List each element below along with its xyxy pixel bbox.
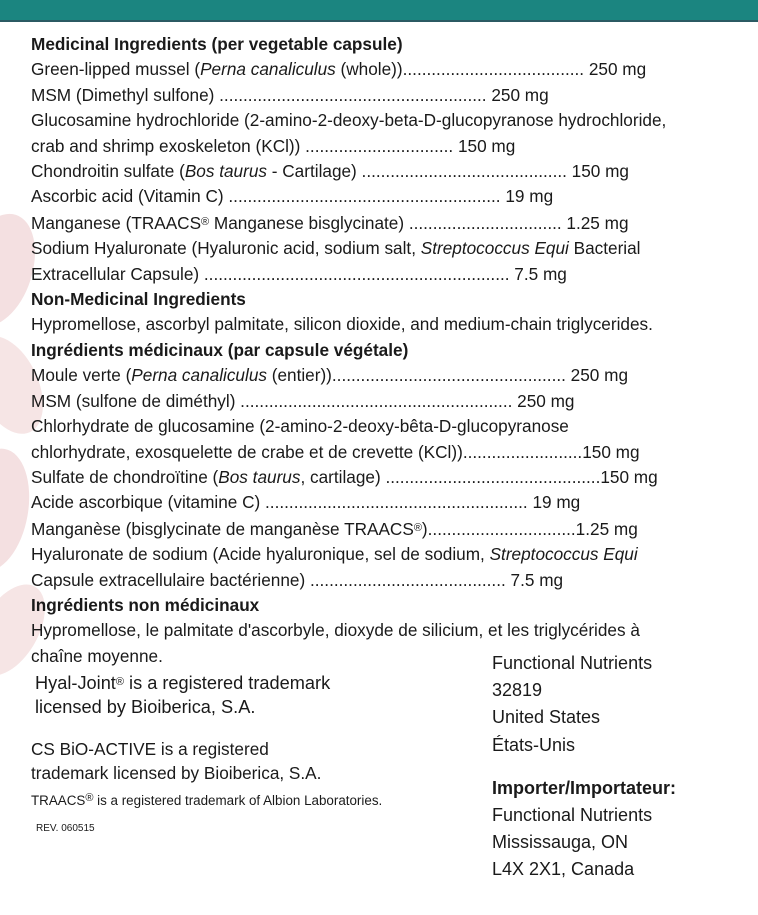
hyal-joint-trademark-notice: Hyal-Joint® is a registered trademark licensed by Bioiberica, S.A. [35,673,331,717]
non-medicinal-ingredients-text-fr: Hypromellose, le palmitate d'ascorbyle, dioxyde de silicium, et les triglycérides à [31,620,640,641]
ingredient-line-fr: Capsule extracellulaire bactérienne) ......................................... 7.5 mg [31,569,564,590]
revision-code: REV. 060515 [36,823,95,834]
importer-city: Mississauga, ON [492,832,629,853]
company-zip: 32819 [492,680,543,701]
medicinal-ingredients-heading: Medicinal Ingredients (per vegetable capsule) [31,34,403,54]
ingredient-line-fr: Acide ascorbique (vitamine C) ....................................................... 19 mg [31,492,581,513]
company-country-fr: États-Unis [492,734,576,755]
medicinal-ingredients-heading-fr: Ingrédients médicinaux (par capsule végétale) [31,339,409,360]
importer-postal: L4X 2X1, Canada [492,859,635,880]
ingredient-line: Sodium Hyaluronate (Hyaluronic acid, sodium salt, Streptococcus Equi Bacterial [31,238,641,259]
ingredient-line-fr: Moule verte (Perna canaliculus (entier))................................................. 250 mg [31,365,628,386]
ingredient-line: MSM (Dimethyl sulfone) ........................................................ 250 mg [31,84,549,105]
non-medicinal-ingredients-heading: Non-Medicinal Ingredients [31,289,246,310]
company-address-block [492,650,676,884]
non-medicinal-ingredients-text-fr: chaîne moyenne. [31,645,163,666]
ingredient-line: crab and shrimp exoskeleton (KCl)) ............................... 150 mg [31,135,516,156]
ingredient-line: Chondroitin sulfate (Bos taurus - Cartilage) ........................................... 150 mg [31,161,629,182]
cs-bioactive-trademark-notice: CS BiO-ACTIVE is a registered trademark licensed by Bioiberica, S.A. [31,739,322,783]
ingredient-line: Ascorbic acid (Vitamin C) ......................................................... 19 mg [31,186,554,207]
top-color-band [0,0,758,20]
ingredient-line-fr: Sulfate de chondroïtine (Bos taurus, cartilage) .............................................150 mg [31,466,658,487]
ingredient-line-fr: MSM (sulfone de diméthyl) ......................................................... 250 mg [31,390,575,411]
ingredient-line-fr: chlorhydrate, exosquelette de crabe et de crevette (KCl)).........................150 mg [31,441,640,462]
ingredient-label [31,32,731,669]
non-medicinal-ingredients-heading-fr: Ingrédients non médicinaux [31,594,260,615]
ingredient-line-fr: Manganèse (bisglycinate de manganèse TRAACS®)...............................1.25 mg [31,518,638,539]
ingredient-line-fr: Hyaluronate de sodium (Acide hyaluronique, sel de sodium, Streptococcus Equi [31,544,638,565]
ingredient-line: Green-lipped mussel (Perna canaliculus (whole))...................................... 250 mg [31,59,647,80]
traacs-trademark-notice: TRAACS® is a registered trademark of Albion Laboratories. [31,792,383,808]
top-divider-line [0,20,758,22]
company-name: Functional Nutrients [492,653,653,673]
ingredient-line-fr: Chlorhydrate de glucosamine (2-amino-2-deoxy-bêta-D-glucopyranose [31,416,569,437]
non-medicinal-ingredients-text: Hypromellose, ascorbyl palmitate, silicon dioxide, and medium-chain triglycerides. [31,314,653,335]
ingredient-line: Extracellular Capsule) ................................................................ 7.5 mg [31,263,567,284]
company-country-en: United States [492,707,601,728]
ingredient-line: Manganese (TRAACS® Manganese bisglycinate) ................................ 1.25 mg [31,212,629,233]
importer-name: Functional Nutrients [492,805,653,826]
ingredient-line: Glucosamine hydrochloride (2-amino-2-deoxy-beta-D-glucopyranose hydrochloride, [31,110,667,131]
importer-heading: Importer/Importateur: [492,777,677,798]
